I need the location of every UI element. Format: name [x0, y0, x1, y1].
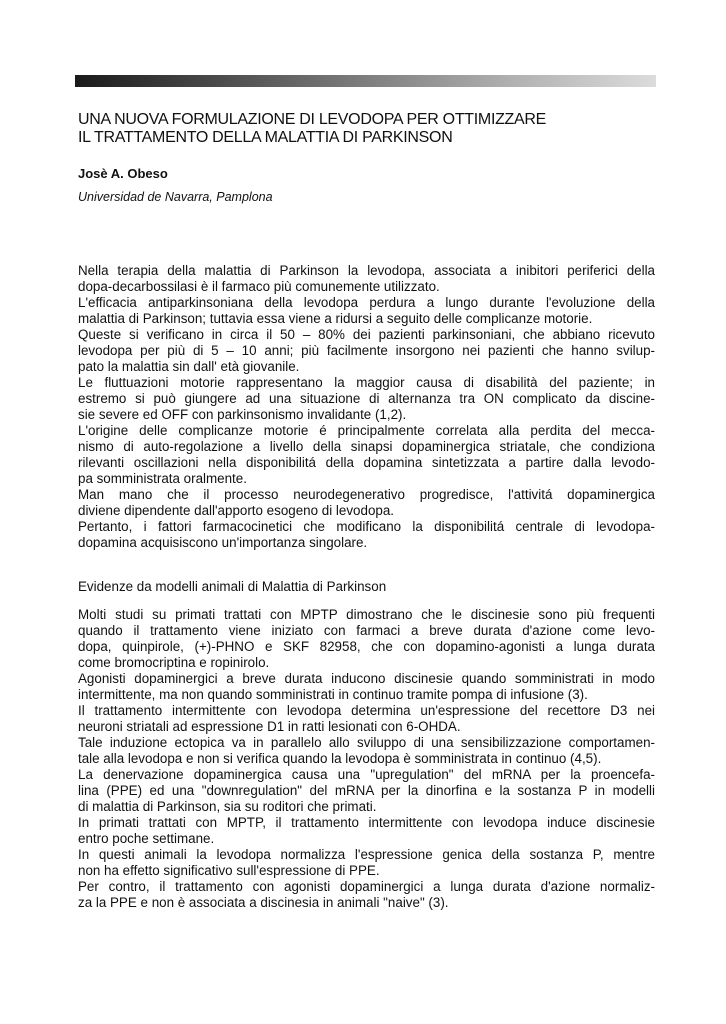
- text-line: rilevanti oscillazioni nella disponibilitá della dopamina sintetizzata a partire dalla levodo-: [78, 455, 655, 470]
- text-line: za la PPE e non è associata a discinesia in animali "naive" (3).: [78, 895, 449, 910]
- text-line: Pertanto, i fattori farmacocinetici che modificano la disponibilitá centrale di levodopa-: [78, 519, 655, 534]
- text-line: quando il trattamento viene iniziato con farmaci a breve durata d'azione come levo-: [78, 623, 655, 638]
- paragraph: [78, 487, 655, 519]
- paragraph: [78, 671, 655, 703]
- text-line: neuroni striatali ad espressione D1 in ratti lesionati con 6-OHDA.: [78, 719, 461, 734]
- text-line: pa somministrata oralmente.: [78, 471, 247, 486]
- paragraph: [78, 815, 655, 847]
- text-line: La denervazione dopaminergica causa una "upregulation" del mRNA per la proencefa-: [78, 767, 655, 782]
- text-line: Agonisti dopaminergici a breve durata inducono discinesie quando somministrati in modo: [78, 671, 655, 686]
- text-line: Le fluttuazioni motorie rappresentano la maggior causa di disabilità del paziente; in: [78, 375, 655, 390]
- paragraph: [78, 767, 655, 815]
- text-line: diviene dipendente dall'apporto esogeno di levodopa.: [78, 503, 395, 518]
- text-line: come bromocriptina e ropinirolo.: [78, 655, 270, 670]
- paragraph: [78, 519, 655, 551]
- paragraph: [78, 703, 655, 735]
- text-line: Queste si verificano in circa il 50 – 80% dei pazienti parkinsoniani, che abbiano ricevuto: [78, 327, 655, 342]
- paragraph: [78, 607, 655, 671]
- text-line: estremo si può giungere ad una situazione di alternanza tra ON complicato da discine-: [78, 391, 655, 406]
- text-line: lina (PPE) ed una "downregulation" del mRNA per la dinorfina e la sostanza P in modelli: [78, 783, 655, 798]
- text-line: dopa, quinpirole, (+)-PHNO e SKF 82958, che con dopamino-agonisti a lunga durata: [78, 639, 655, 654]
- text-line: intermittente, ma non quando somministrati in continuo tramite pompa di infusione (3).: [78, 687, 588, 702]
- paragraph: [78, 879, 655, 911]
- text-line: sie severe ed OFF con parkinsonismo invalidante (1,2).: [78, 407, 407, 422]
- paragraph: [78, 735, 655, 767]
- text-line: Il trattamento intermittente con levodopa determina un'espressione del recettore D3 nei: [78, 703, 655, 718]
- document-title: [78, 111, 546, 147]
- title-line: IL TRATTAMENTO DELLA MALATTIA DI PARKINSON: [78, 129, 453, 146]
- paragraph: [78, 263, 655, 295]
- text-line: tale alla levodopa e non si verifica quando la levodopa è somministrata in continuo (4,5).: [78, 751, 602, 766]
- text-line: malattia di Parkinson; tuttavia essa viene a ridursi a seguito delle complicanze motorie.: [78, 311, 593, 326]
- paragraph: [78, 423, 655, 487]
- text-line: L'origine delle complicanze motorie é principalmente correlata alla perdita del mecca-: [78, 423, 655, 438]
- text-line: levodopa per più di 5 – 10 anni; più facilmente insorgono nei pazienti che hanno svilup-: [78, 343, 655, 358]
- text-line: Molti studi su primati trattati con MPTP dimostrano che le discinesie sono più frequenti: [78, 607, 655, 622]
- text-line: non ha effetto significativo sull'espressione di PPE.: [78, 863, 380, 878]
- text-line: L'efficacia antiparkinsoniana della levodopa perdura a lungo durante l'evoluzione della: [78, 295, 655, 310]
- text-line: entro poche settimane.: [78, 831, 215, 846]
- section-text: [78, 607, 655, 911]
- text-line: pato la malattia sin dall' età giovanile.: [78, 359, 300, 374]
- text-line: Tale induzione ectopica va in parallelo allo sviluppo di una sensibilizzazione comportamen-: [78, 735, 655, 750]
- author-affiliation: Universidad de Navarra, Pamplona: [78, 190, 273, 204]
- text-line: dopamina acquisiscono un'importanza singolare.: [78, 535, 368, 550]
- title-line: UNA NUOVA FORMULAZIONE DI LEVODOPA PER OTTIMIZZARE: [78, 111, 547, 128]
- intro-text: [78, 263, 655, 551]
- paragraph: [78, 295, 655, 327]
- paragraph: [78, 847, 655, 879]
- paragraph: [78, 327, 655, 375]
- text-line: di malattia di Parkinson, sia su roditori che primati.: [78, 799, 377, 814]
- text-line: Nella terapia della malattia di Parkinson la levodopa, associata a inibitori periferici della: [78, 263, 655, 278]
- paragraph: [78, 375, 655, 423]
- text-line: nismo di auto-regolazione a livello della sinapsi dopaminergica striatale, che condiziona: [78, 439, 655, 454]
- text-line: Per contro, il trattamento con agonisti dopaminergici a lunga durata d'azione normaliz-: [78, 879, 655, 894]
- text-line: In questi animali la levodopa normalizza l'espressione genica della sostanza P, mentre: [78, 847, 655, 862]
- header-gradient-bar: [75, 75, 656, 87]
- author-name: Josè A. Obeso: [78, 166, 168, 181]
- section-heading: Evidenze da modelli animali di Malattia di Parkinson: [78, 579, 387, 594]
- text-line: dopa-decarbossilasi è il farmaco più comunemente utilizzato.: [78, 279, 440, 294]
- text-line: In primati trattati con MPTP, il trattamento intermittente con levodopa induce discinesie: [78, 815, 655, 830]
- text-line: Man mano che il processo neurodegenerativo progredisce, l'attivitá dopaminergica: [78, 487, 655, 502]
